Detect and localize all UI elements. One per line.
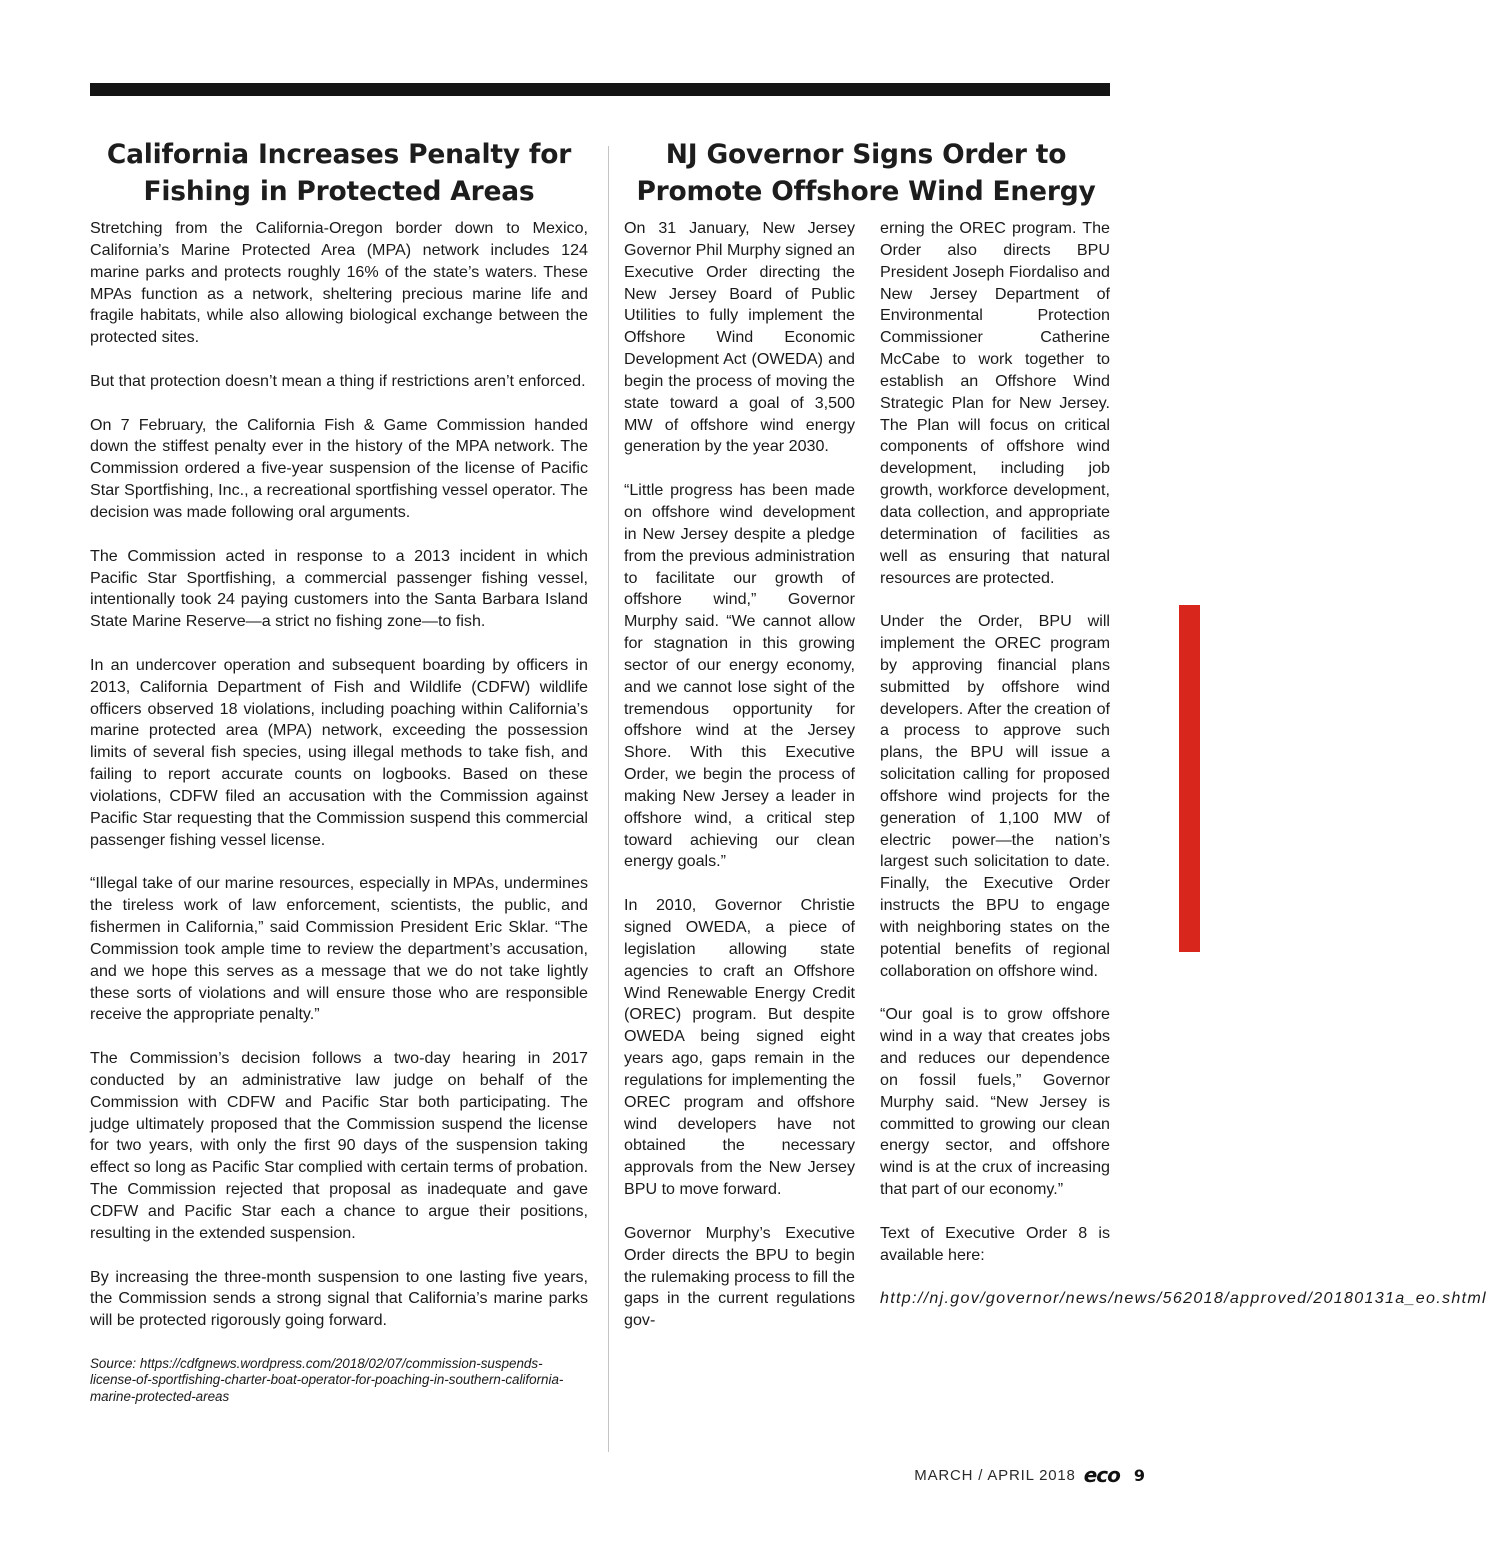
- page-number: 9: [1133, 1465, 1145, 1485]
- paragraph: The Commission acted in response to a 2013 incident in which Pacific Star Sportfishing, a commercial passenger fishing vessel, intentionally took 24 paying customers into the Santa Barbara Island State Marine Reserve—a strict no fishing zone—to fish.: [90, 546, 588, 631]
- paragraph: “Our goal is to grow offshore wind in a way that creates jobs and reduces our dependence on fossil fuels,” Governor Murphy said. “New Jersey is committed to growing our clean energy sector, and offshore wind is at the crux of increasing that part of our economy.”: [880, 1005, 1110, 1199]
- top-rule: [90, 83, 1110, 96]
- paragraph: The Commission’s decision follows a two-day hearing in 2017 conducted by an administrative law judge on behalf of the Commission with CDFW and Pacific Star both participating. The judge ultimately proposed that the Commission suspend the license for two years, with only the first 90 days of the suspension taking effect so long as Pacific Star complied with certain terms of probation. The Commission rejected that proposal as inadequate and gave CDFW and Pacific Star each a chance to argue their positions, resulting in the extended suspension.: [90, 1049, 588, 1242]
- paragraph: In an undercover operation and subsequent boarding by officers in 2013, California Department of Fish and Wildlife (CDFW) wildlife officers observed 18 violations, including poaching within California’s marine protected area (MPA) network, exceeding the possession limits of several fish species, using illegal methods to take fish, and failing to report accurate counts on logbooks. Based on these violations, CDFW filed an accusation with the Commission against Pacific Star requesting that the Commission suspend this commercial passenger fishing vessel license.: [90, 655, 588, 849]
- page-edge-tab: [1179, 605, 1200, 952]
- right-title-line-1: NJ Governor Signs Order to: [665, 139, 1067, 170]
- paragraph: On 7 February, the California Fish & Game Commission handed down the stiffest penalty ever in the history of the MPA network. The Commission ordered a five-year suspension of the license of Pacific Star Sportfishing, Inc., a recreational sportfishing vessel operator. The decision was made following oral arguments.: [90, 415, 588, 521]
- paragraph: Governor Murphy’s Executive Order directs the BPU to begin the rulemaking process to fill the gaps in the current regulations gov-: [624, 1223, 855, 1330]
- paragraph: erning the OREC program. The Order also directs BPU President Joseph Fiordaliso and New Jersey Department of Environmental Protection Commissioner Catherine McCabe to work together to establish an Offshore Wind Strategic Plan for New Jersey. The Plan will focus on critical components of offshore wind development, including job growth, workforce development, data collection, and appropriate determination of facilities as well as ensuring that natural resources are protected.: [880, 219, 1110, 587]
- left-article-body: [90, 218, 588, 1405]
- page-footer: [780, 1462, 1145, 1488]
- right-title-line-2: Promote Offshore Wind Energy: [636, 176, 1096, 207]
- paragraph: “Illegal take of our marine resources, especially in MPAs, undermines the tireless work of law enforcement, scientists, the public, and fishermen in California,” said Commission President Eric Sklar. “The Commission took ample time to review the department’s accusation, and we hope this serves as a message that we do not take lightly these sorts of violations and will ensure those who are responsible receive the appropriate penalty.”: [90, 874, 588, 1024]
- paragraph: “Little progress has been made on offshore wind development in New Jersey despite a pledge from the previous administration to facilitate our growth of offshore wind,” Governor Murphy said. “We cannot allow for stagnation in this growing sector of our energy economy, and we cannot lose sight of the tremendous opportunity for offshore wind at the Jersey Shore. With this Executive Order, we begin the process of making New Jersey a leader in offshore wind, a critical step toward achieving our clean energy goals.”: [624, 481, 855, 871]
- paragraph: Under the Order, BPU will implement the OREC program by approving financial plans submitted by offshore wind developers. After the creation of a process to approve such plans, the BPU will issue a solicitation calling for proposed offshore wind projects for the generation of 1,100 MW of electric power—the nation’s largest such solicitation to date. Finally, the Executive Order instructs the BPU to engage with neighboring states on the potential benefits of regional collaboration on offshore wind.: [880, 612, 1110, 980]
- right-article-column-2: [880, 218, 1487, 1310]
- right-article-column-1: [624, 218, 855, 1332]
- right-article-title: [622, 136, 1110, 210]
- left-title-line-2: Fishing in Protected Areas: [143, 176, 535, 207]
- paragraph: In 2010, Governor Christie signed OWEDA, a piece of legislation allowing state agencies to craft an Offshore Wind Renewable Energy Credit (OREC) program. But despite OWEDA being signed eight years ago, gaps remain in the regulations for implementing the OREC program and offshore wind developers have not obtained the necessary approvals from the New Jersey BPU to move forward.: [624, 896, 855, 1199]
- paragraph: By increasing the three-month suspension to one lasting five years, the Commission sends a strong signal that California’s marine parks will be protected rigorously going forward.: [90, 1267, 588, 1330]
- paragraph: Stretching from the California-Oregon border down to Mexico, California’s Marine Protected Area (MPA) network includes 124 marine parks and protects roughly 16% of the state’s waters. These MPAs function as a network, sheltering precious marine life and fragile habitats, while also allowing biological exchange between the protected sites.: [90, 219, 588, 347]
- paragraph: Text of Executive Order 8 is available here:: [880, 1223, 1110, 1264]
- left-title-line-1: California Increases Penalty for: [106, 139, 572, 170]
- left-article-title: [90, 136, 588, 210]
- eco-logo: eco: [1083, 1463, 1120, 1487]
- issue-date: MARCH / APRIL 2018: [914, 1466, 1076, 1484]
- paragraph: But that protection doesn’t mean a thing if restrictions aren’t enforced.: [90, 371, 586, 390]
- source-citation: Source: https://cdfgnews.wordpress.com/2018/02/07/commission-suspends-license-of-sportfishing-charter-boat-operator-for-poaching-in-southern-california-marine-protected-areas: [90, 1355, 564, 1404]
- executive-order-link[interactable]: http://nj.gov/governor/news/news/562018/approved/20180131a_eo.shtml: [880, 1289, 1487, 1308]
- paragraph: On 31 January, New Jersey Governor Phil Murphy signed an Executive Order directing the New Jersey Board of Public Utilities to fully implement the Offshore Wind Economic Development Act (OWEDA) and begin the process of moving the state toward a goal of 3,500 MW of offshore wind energy generation by the year 2030.: [624, 219, 855, 456]
- column-divider: [608, 146, 609, 1452]
